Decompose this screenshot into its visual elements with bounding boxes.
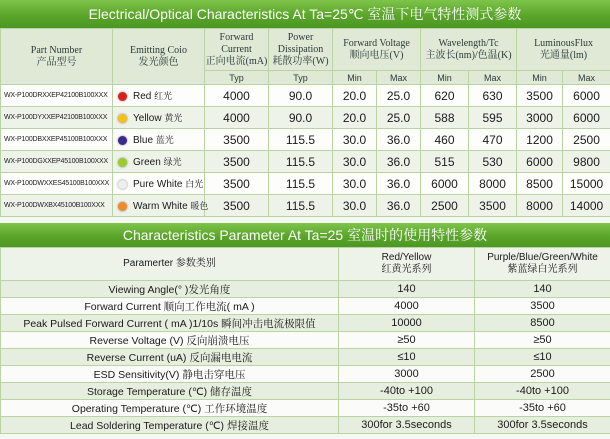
parameter-label: Forward Current 顺向工作电流( mA ) bbox=[1, 298, 339, 315]
min-label: Min bbox=[517, 71, 563, 85]
emitting-color-header: Emitting Coio 发光颜色 bbox=[113, 29, 205, 85]
parameter-row bbox=[1, 417, 610, 434]
value-vmax: 36.0 bbox=[377, 195, 421, 217]
color-name-cn: 红光 bbox=[154, 91, 173, 101]
value-wmin: 588 bbox=[421, 107, 469, 129]
value-fmax: 6000 bbox=[563, 85, 610, 107]
value-vmin: 20.0 bbox=[333, 85, 377, 107]
color-name-en: Red bbox=[133, 91, 152, 102]
red-yellow-header: Red/Yellow 红黄光系列 bbox=[339, 248, 475, 281]
emitting-color bbox=[113, 129, 205, 151]
red-yellow-value: 140 bbox=[339, 281, 475, 298]
value-vmin: 30.0 bbox=[333, 173, 377, 195]
parameter-row bbox=[1, 298, 610, 315]
purple-blue-green-white-value: 8500 bbox=[475, 315, 610, 332]
parameter-row bbox=[1, 383, 610, 400]
color-dot-icon bbox=[118, 136, 127, 145]
value-wmin: 6000 bbox=[421, 173, 469, 195]
power-dissipation-header: Power Dissipation 耗散功率(W) bbox=[269, 29, 333, 71]
wavelength-header: Wavelength/Tc 主波长(nm)/色温(K) bbox=[421, 29, 517, 71]
value-power: 115.5 bbox=[269, 173, 333, 195]
value-power: 90.0 bbox=[269, 107, 333, 129]
red-yellow-value: 4000 bbox=[339, 298, 475, 315]
purple-blue-green-white-value: ≥50 bbox=[475, 332, 610, 349]
value-fmin: 1200 bbox=[517, 129, 563, 151]
electrical-optical-title: Electrical/Optical Characteristics At Ta=25℃ 室温下电气特性测式参数 bbox=[0, 0, 610, 28]
value-fmax: 9800 bbox=[563, 151, 610, 173]
purple-blue-green-white-value: 2500 bbox=[475, 366, 610, 383]
red-yellow-value: ≤10 bbox=[339, 349, 475, 366]
value-wmax: 3500 bbox=[469, 195, 517, 217]
color-name-cn: 白光 bbox=[185, 179, 204, 189]
value-fmin: 3500 bbox=[517, 85, 563, 107]
led-row bbox=[1, 151, 610, 173]
parameter-label: Reverse Current (uA) 反向漏电电流 bbox=[1, 349, 339, 366]
color-name-en: Warm White bbox=[133, 201, 188, 212]
value-vmin: 30.0 bbox=[333, 129, 377, 151]
emitting-color bbox=[113, 151, 205, 173]
electrical-optical-table bbox=[0, 28, 610, 217]
value-power: 90.0 bbox=[269, 85, 333, 107]
purple-blue-green-white-value: 3500 bbox=[475, 298, 610, 315]
characteristics-parameter-table bbox=[0, 247, 610, 434]
red-yellow-value: 3000 bbox=[339, 366, 475, 383]
color-dot-icon bbox=[118, 180, 127, 189]
min-label: Min bbox=[333, 71, 377, 85]
typ-label: Typ bbox=[205, 71, 269, 85]
led-row bbox=[1, 129, 610, 151]
part-number: WX-P100DRXXEP42100B100XXX bbox=[1, 85, 113, 107]
parameter-header: Paramerter 参数类别 bbox=[1, 248, 339, 281]
value-wmin: 2500 bbox=[421, 195, 469, 217]
characteristics-parameter-rows bbox=[1, 281, 610, 434]
max-label: Max bbox=[377, 71, 421, 85]
value-wmax: 8000 bbox=[469, 173, 517, 195]
purple-blue-green-white-header: Purple/Blue/Green/White 紫蓝绿白光系列 bbox=[475, 248, 610, 281]
color-name-en: Yellow bbox=[133, 113, 162, 124]
value-fmin: 8000 bbox=[517, 195, 563, 217]
part-number: WX-P100DWXXES45100B100XXX bbox=[1, 173, 113, 195]
value-wmax: 595 bbox=[469, 107, 517, 129]
parameter-row bbox=[1, 332, 610, 349]
part-number: WX-P100DWXBX45100B100XXX bbox=[1, 195, 113, 217]
value-vmax: 25.0 bbox=[377, 85, 421, 107]
red-yellow-value: 10000 bbox=[339, 315, 475, 332]
value-fmin: 8500 bbox=[517, 173, 563, 195]
color-name-cn: 绿光 bbox=[163, 157, 182, 167]
parameter-label: Storage Temperature (℃) 储存温度 bbox=[1, 383, 339, 400]
value-power: 115.5 bbox=[269, 195, 333, 217]
value-current: 3500 bbox=[205, 129, 269, 151]
part-number: WX-P100DBXXEP45100B100XXX bbox=[1, 129, 113, 151]
red-yellow-value: -40to +100 bbox=[339, 383, 475, 400]
part-number-header: Part Number 产品型号 bbox=[1, 29, 113, 85]
value-vmax: 36.0 bbox=[377, 151, 421, 173]
color-name-cn: 黄光 bbox=[164, 113, 183, 123]
led-row bbox=[1, 107, 610, 129]
value-current: 4000 bbox=[205, 107, 269, 129]
value-vmax: 25.0 bbox=[377, 107, 421, 129]
value-wmin: 515 bbox=[421, 151, 469, 173]
max-label: Max bbox=[563, 71, 610, 85]
value-fmax: 2500 bbox=[563, 129, 610, 151]
parameter-label: Lead Soldering Temperature (℃) 焊接温度 bbox=[1, 417, 339, 434]
value-power: 115.5 bbox=[269, 151, 333, 173]
color-dot-icon bbox=[118, 158, 127, 167]
parameter-label: ESD Sensitivity(V) 静电击穿电压 bbox=[1, 366, 339, 383]
min-label: Min bbox=[421, 71, 469, 85]
value-fmax: 15000 bbox=[563, 173, 610, 195]
color-name-cn: 蓝光 bbox=[155, 135, 174, 145]
purple-blue-green-white-value: ≤10 bbox=[475, 349, 610, 366]
parameter-label: Reverse Voltage (V) 反向崩溃电压 bbox=[1, 332, 339, 349]
part-number: WX-P100DGXXEP45100B100XXX bbox=[1, 151, 113, 173]
parameter-row bbox=[1, 281, 610, 298]
value-vmin: 30.0 bbox=[333, 195, 377, 217]
parameter-label: Peak Pulsed Forward Current ( mA )1/10s 瞬间冲击电流极限值 bbox=[1, 315, 339, 332]
led-row bbox=[1, 85, 610, 107]
parameter-row bbox=[1, 366, 610, 383]
value-current: 4000 bbox=[205, 85, 269, 107]
electrical-optical-rows bbox=[1, 85, 610, 217]
value-fmax: 14000 bbox=[563, 195, 610, 217]
color-name-en: Green bbox=[133, 157, 161, 168]
value-vmin: 30.0 bbox=[333, 151, 377, 173]
purple-blue-green-white-value: -35to +60 bbox=[475, 400, 610, 417]
color-name-en: Pure White bbox=[133, 179, 183, 190]
value-vmax: 36.0 bbox=[377, 129, 421, 151]
typ-label: Typ bbox=[269, 71, 333, 85]
value-wmax: 630 bbox=[469, 85, 517, 107]
part-number: WX-P100DYXXEP42100B100XXX bbox=[1, 107, 113, 129]
luminous-flux-header: LuminousFlux 光通量(lm) bbox=[517, 29, 610, 71]
value-vmax: 36.0 bbox=[377, 173, 421, 195]
characteristics-parameter-title: Characteristics Parameter At Ta=25 室温时的使用特性参数 bbox=[0, 223, 610, 247]
emitting-color bbox=[113, 195, 209, 217]
red-yellow-value: 300for 3.5seconds bbox=[339, 417, 475, 434]
emitting-color bbox=[113, 173, 205, 195]
purple-blue-green-white-value: 300for 3.5seconds bbox=[475, 417, 610, 434]
led-row bbox=[1, 173, 610, 195]
value-wmin: 460 bbox=[421, 129, 469, 151]
parameter-row bbox=[1, 400, 610, 417]
color-dot-icon bbox=[118, 92, 127, 101]
color-dot-icon bbox=[118, 202, 127, 211]
purple-blue-green-white-value: 140 bbox=[475, 281, 610, 298]
led-row bbox=[1, 195, 610, 217]
parameter-row bbox=[1, 315, 610, 332]
emitting-color bbox=[113, 107, 205, 129]
color-name-cn: 暖色 bbox=[190, 201, 209, 211]
value-power: 115.5 bbox=[269, 129, 333, 151]
forward-voltage-header: Forward Voltage 顺向电压(V) bbox=[333, 29, 421, 71]
value-fmin: 3000 bbox=[517, 107, 563, 129]
parameter-label: Viewing Angle(° )发光角度 bbox=[1, 281, 339, 298]
value-fmax: 6000 bbox=[563, 107, 610, 129]
value-vmin: 20.0 bbox=[333, 107, 377, 129]
max-label: Max bbox=[469, 71, 517, 85]
value-fmin: 6000 bbox=[517, 151, 563, 173]
value-wmin: 620 bbox=[421, 85, 469, 107]
forward-current-header: Forward Current 正向电流(mA) bbox=[205, 29, 269, 71]
purple-blue-green-white-value: -40to +100 bbox=[475, 383, 610, 400]
value-current: 3500 bbox=[205, 151, 269, 173]
parameter-label: Operating Temperature (℃) 工作环境温度 bbox=[1, 400, 339, 417]
red-yellow-value: -35to +60 bbox=[339, 400, 475, 417]
value-current: 3500 bbox=[205, 195, 269, 217]
parameter-row bbox=[1, 349, 610, 366]
value-wmax: 530 bbox=[469, 151, 517, 173]
color-name-en: Blue bbox=[133, 135, 154, 146]
red-yellow-value: ≥50 bbox=[339, 332, 475, 349]
emitting-color bbox=[113, 85, 205, 107]
value-wmax: 470 bbox=[469, 129, 517, 151]
value-current: 3500 bbox=[205, 173, 269, 195]
color-dot-icon bbox=[118, 114, 127, 123]
